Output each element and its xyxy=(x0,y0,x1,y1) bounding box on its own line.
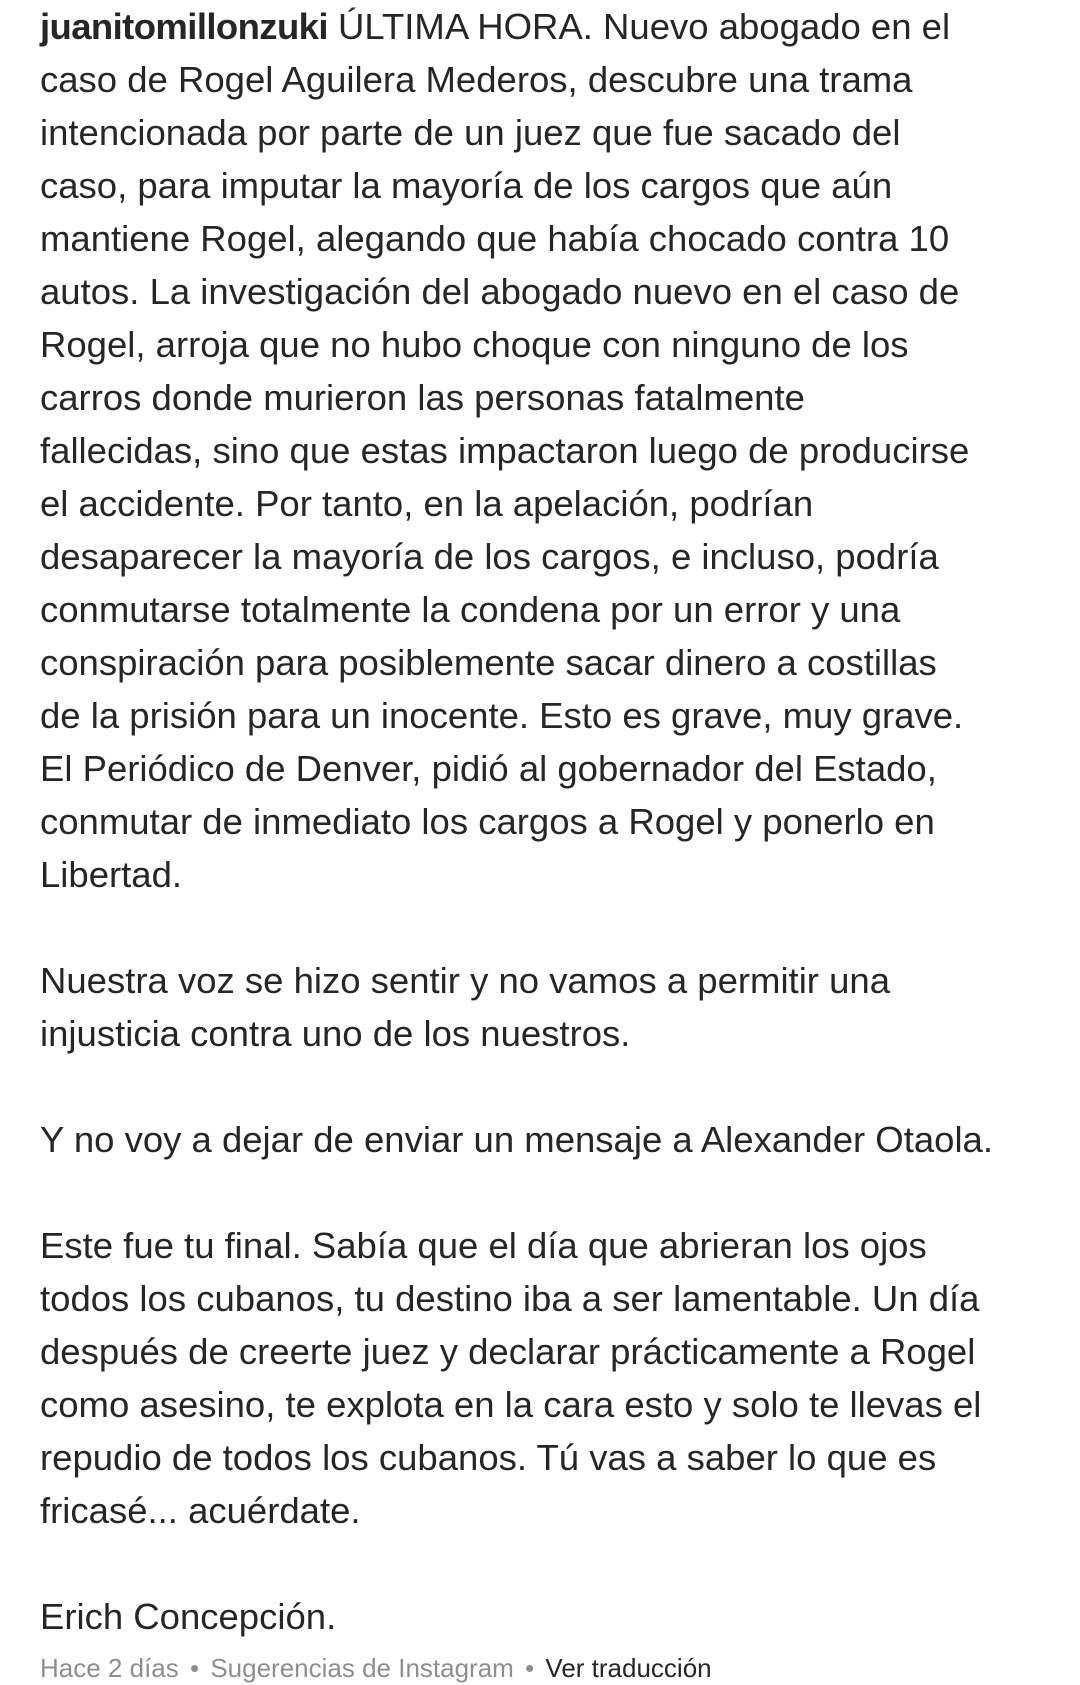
username-link[interactable]: juanitomillonzuki xyxy=(40,6,328,47)
caption-line: el accidente. Por tanto, en la apelación, podrían xyxy=(40,483,814,524)
caption-line: Este fue tu final. Sabía que el día que abrieran los ojos xyxy=(40,1225,927,1266)
paragraph-spacer xyxy=(40,1060,1050,1113)
caption-line: mantiene Rogel, alegando que había chocado contra 10 xyxy=(40,218,950,259)
caption-line: injusticia contra uno de los nuestros. xyxy=(40,1013,631,1054)
post-meta xyxy=(40,1651,712,1685)
paragraph-spacer xyxy=(40,1166,1050,1219)
caption-line: Rogel, arroja que no hubo choque con ninguno de los xyxy=(40,324,909,365)
caption-line: como asesino, te explota en la cara esto y solo te llevas el xyxy=(40,1384,982,1425)
caption-line: fallecidas, sino que estas impactaron luego de producirse xyxy=(40,430,970,471)
caption-line: después de creerte juez y declarar prácticamente a Rogel xyxy=(40,1331,976,1372)
caption-line: conmutarse totalmente la condena por un error y una xyxy=(40,589,901,630)
caption-line: caso de Rogel Aguilera Mederos, descubre una trama xyxy=(40,59,913,100)
caption-line: intencionada por parte de un juez que fue sacado del xyxy=(40,112,901,153)
post-timestamp[interactable]: Hace 2 días xyxy=(40,1653,179,1683)
caption-line: autos. La investigación del abogado nuevo en el caso de xyxy=(40,271,960,312)
meta-separator: • xyxy=(189,1653,200,1683)
caption-line: de la prisión para un inocente. Esto es grave, muy grave. xyxy=(40,695,964,736)
caption-line: conmutar de inmediato los cargos a Rogel y ponerlo en xyxy=(40,801,935,842)
paragraph-spacer xyxy=(40,901,1050,954)
caption-line: carros donde murieron las personas fatalmente xyxy=(40,377,805,418)
post-caption xyxy=(40,0,1050,1643)
instagram-suggestions-link[interactable]: Sugerencias de Instagram xyxy=(210,1653,514,1683)
paragraph-spacer xyxy=(40,1537,1050,1590)
caption-line: repudio de todos los cubanos. Tú vas a saber lo que es xyxy=(40,1437,937,1478)
caption-line: conspiración para posiblemente sacar dinero a costillas xyxy=(40,642,937,683)
caption-line: fricasé... acuérdate. xyxy=(40,1490,361,1531)
caption-line: caso, para imputar la mayoría de los cargos que aún xyxy=(40,165,893,206)
caption-line xyxy=(40,0,1050,53)
caption-line: Nuestra voz se hizo sentir y no vamos a permitir una xyxy=(40,960,890,1001)
see-translation-link[interactable]: Ver traducción xyxy=(545,1653,712,1683)
signature: Erich Concepción. xyxy=(40,1596,337,1637)
caption-text: ÚLTIMA HORA. Nuevo abogado en el xyxy=(338,6,951,47)
meta-separator: • xyxy=(525,1653,535,1683)
caption-line: El Periódico de Denver, pidió al gobernador del Estado, xyxy=(40,748,937,789)
caption-line: desaparecer la mayoría de los cargos, e incluso, podría xyxy=(40,536,939,577)
caption-line: Libertad. xyxy=(40,854,183,895)
caption-line: todos los cubanos, tu destino iba a ser lamentable. Un día xyxy=(40,1278,980,1319)
caption-line: Y no voy a dejar de enviar un mensaje a Alexander Otaola. xyxy=(40,1119,993,1160)
